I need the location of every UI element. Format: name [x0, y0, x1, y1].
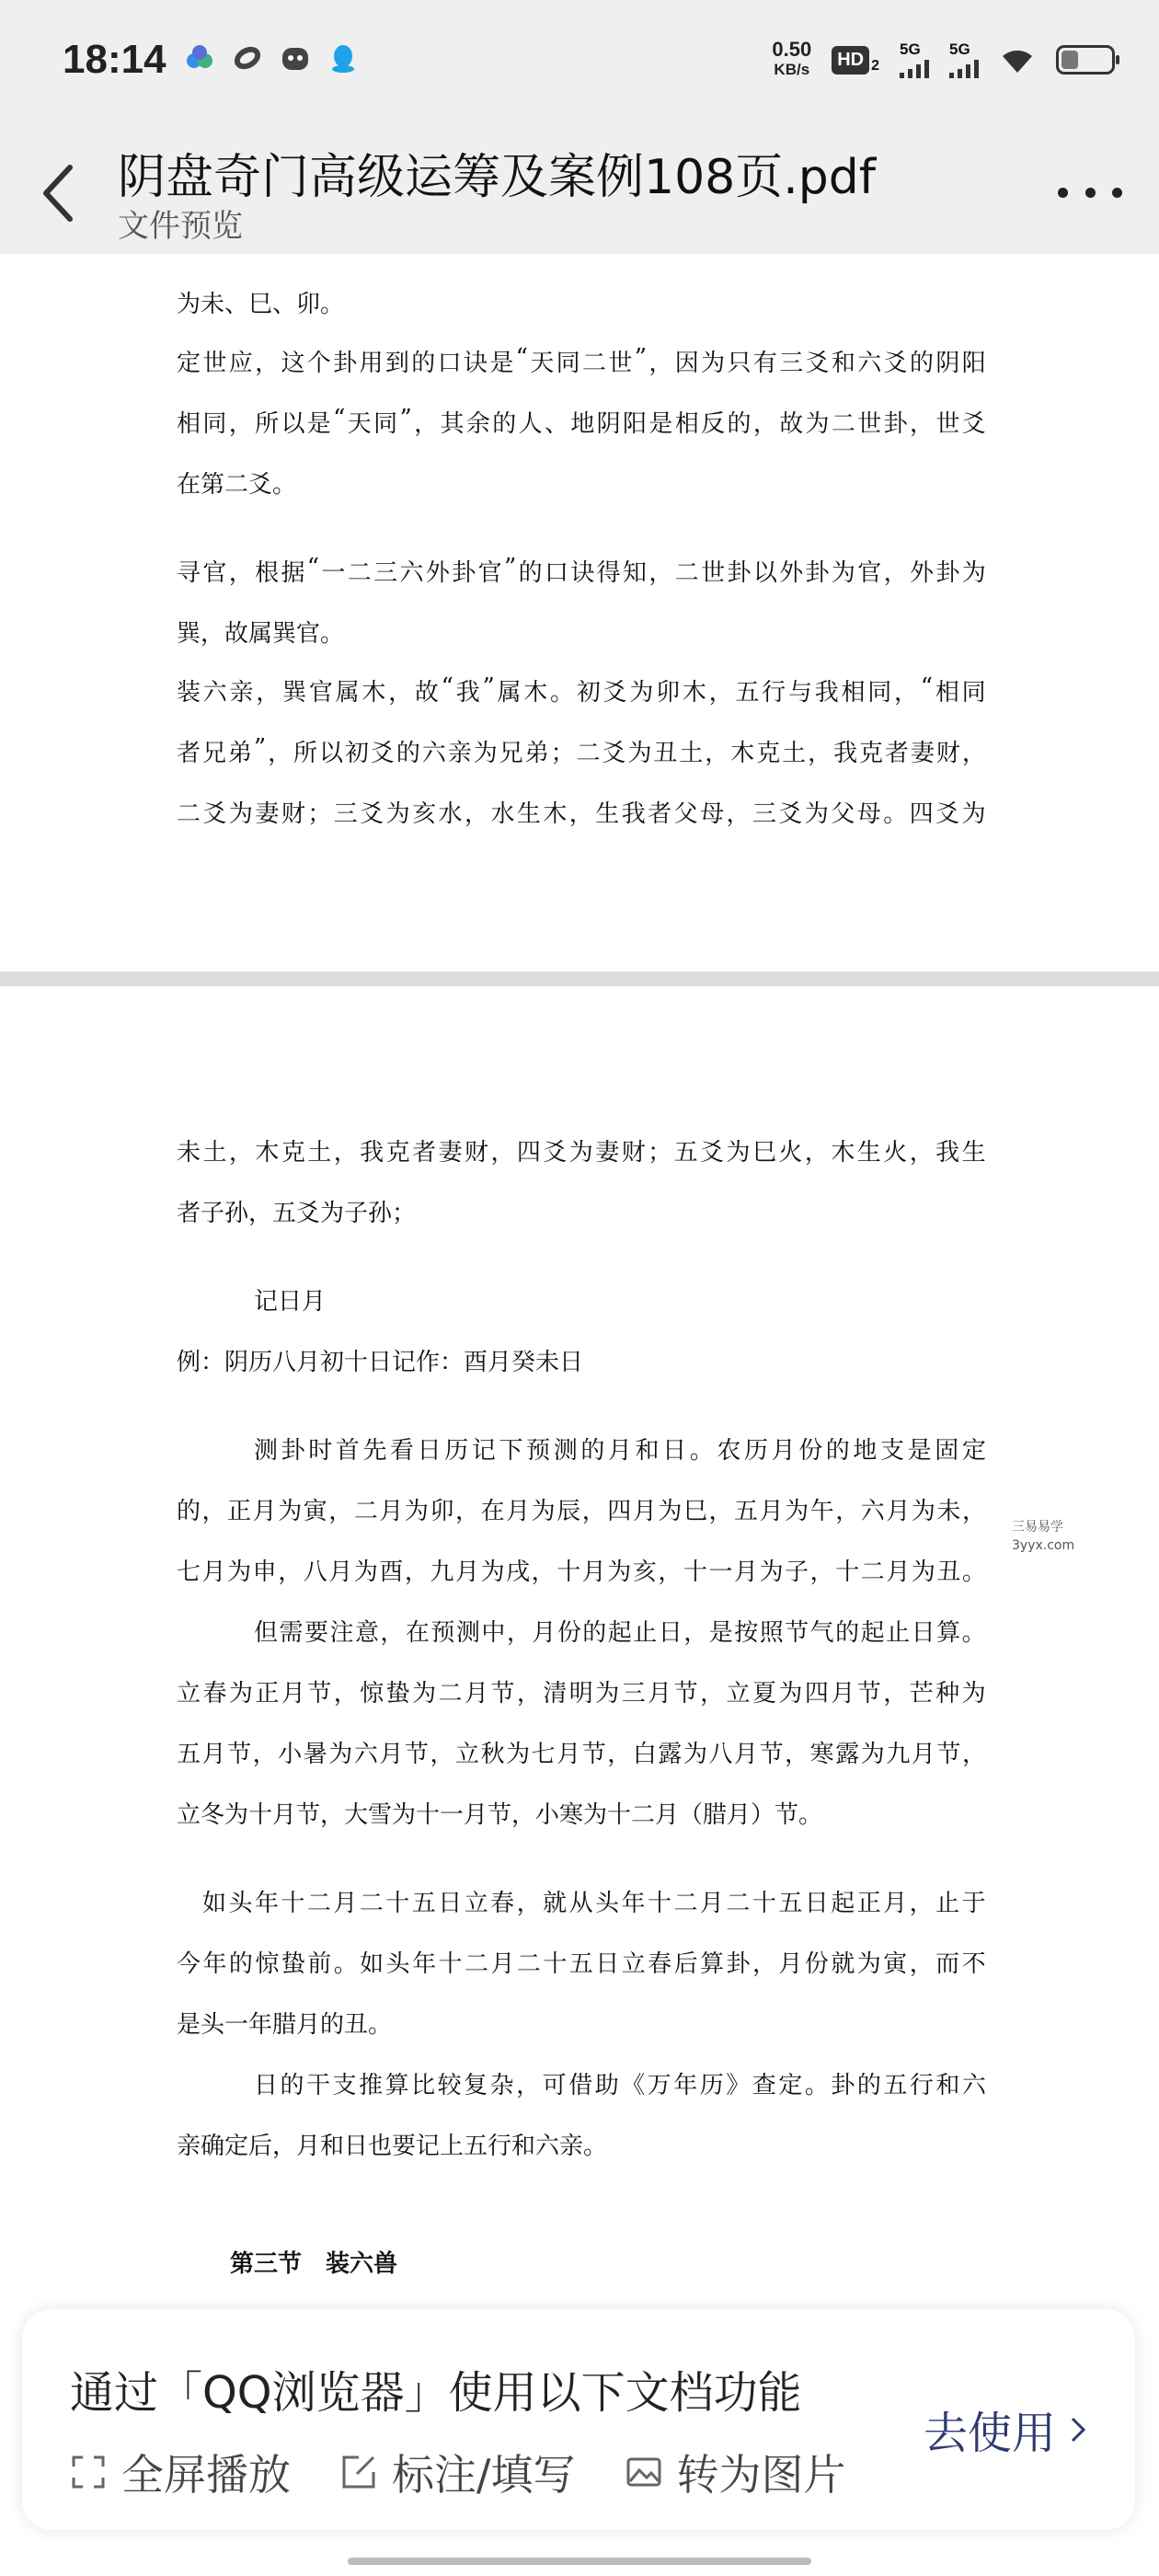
cloud-app-icon: [184, 42, 215, 74]
robot-app-icon: [280, 42, 311, 74]
doc-line: 者子孙，五爻为子孙；: [177, 1200, 417, 1227]
doc-line: 者 兄 弟 ” ， 所 以 初 爻 的 六 亲 为 兄 弟 ； 二 爻 为 丑 土 ， 木 克 土 ， 我 克 者 妻 财 ，: [177, 734, 986, 767]
page-title: 阴盘奇门高级运筹及案例108页.pdf: [118, 150, 877, 205]
doc-line: 今 年 的 惊 蛰 前 。 如 头 年 十 二 月 二 十 五 日 立 春 后 算 卦 ， 月 份 就 为 寅 ， 而 不: [177, 1950, 986, 1978]
battery-icon: [1056, 45, 1115, 75]
doc-line: 日 的 干 支 推 算 比 较 复 杂 ， 可 借 助 《 万 年 历 》 查 定 。 卦 的 五 行 和 六: [254, 2072, 986, 2099]
annotate-fill-button[interactable]: [340, 2442, 576, 2502]
doc-line: 在第二爻。: [177, 471, 297, 499]
doc-line: 例：阴历八月初十日记作：酉月癸未日: [177, 1349, 584, 1376]
sim2-signal-icon: [949, 41, 979, 78]
network-speed-value: 0.50: [772, 38, 812, 61]
doc-heading: 记日月: [254, 1288, 327, 1316]
hd-badge-label: HD: [832, 46, 869, 75]
page-subtitle: 文件预览: [118, 208, 243, 245]
fullscreen-icon: [70, 2454, 107, 2490]
more-dots-icon[interactable]: [1058, 169, 1122, 215]
doc-line: 巽，故属巽官。: [177, 620, 345, 648]
qq-browser-promo-card: [22, 2309, 1135, 2530]
edit-icon: [340, 2454, 377, 2490]
qq-penguin-icon: [327, 42, 359, 74]
watermark-url: 3yyx.com: [1012, 1538, 1075, 1553]
status-time: 18:14: [63, 37, 166, 82]
link-app-icon: [232, 42, 263, 74]
go-use-button[interactable]: [924, 2398, 1089, 2461]
doc-line: 的 ， 正 月 为 寅 ， 二 月 为 卯 ， 在 月 为 辰 ， 四 月 为 巳 ， 五 月 为 午 ， 六 月 为 未 ，: [177, 1498, 986, 1525]
promo-title: 通过「QQ浏览器」使用以下文档功能: [70, 2367, 802, 2419]
doc-line: 为未、巳、卯。: [177, 291, 345, 318]
document-viewer[interactable]: [0, 254, 1159, 2576]
doc-line: 测 卦 时 首 先 看 日 历 记 下 预 测 的 月 和 日 。 农 历 月 份 的 地 支 是 固 定: [254, 1437, 986, 1465]
doc-section-heading: 第三节 装六兽: [230, 2250, 398, 2278]
doc-line: 亲确定后，月和日也要记上五行和六亲。: [177, 2133, 608, 2160]
wifi-icon: [999, 45, 1036, 75]
fullscreen-play-button[interactable]: [70, 2442, 291, 2502]
go-use-label: 去使用: [923, 2408, 1056, 2459]
sim1-signal-icon: [900, 41, 929, 78]
app-header: [0, 129, 1159, 254]
watermark: [1012, 1518, 1074, 1555]
hd-badge: [832, 46, 879, 75]
doc-line: 立 春 为 正 月 节 ， 惊 蛰 为 二 月 节 ， 清 明 为 三 月 节 ， 立 夏 为 四 月 节 ， 芒 种 为: [177, 1680, 986, 1708]
doc-line: 装 六 亲 ， 巽 官 属 木 ， 故 “ 我 ” 属 木 。 初 爻 为 卯 木 ， 五 行 与 我 相 同 ， “ 相 同: [177, 673, 986, 707]
promo-actions: [70, 2442, 846, 2502]
doc-line: 但 需 要 注 意 ， 在 预 测 中 ， 月 份 的 起 止 日 ， 是 按 照 节 气 的 起 止 日 算 。: [254, 1619, 986, 1647]
home-indicator[interactable]: [348, 2558, 811, 2565]
sim2-network-type: 5G: [949, 40, 970, 58]
doc-line: 定 世 应 ， 这 个 卦 用 到 的 口 诀 是 “ 天 同 二 世 ” ， 因 为 只 有 三 爻 和 六 爻 的 阴 阳: [177, 344, 986, 377]
network-speed-unit: KB/s: [774, 61, 810, 78]
document-page-1: [0, 254, 1159, 972]
status-bar: [0, 0, 1159, 129]
convert-to-image-button[interactable]: [625, 2442, 846, 2502]
fullscreen-play-label: 全屏播放: [121, 2450, 291, 2500]
convert-to-image-label: 转为图片: [676, 2450, 846, 2500]
chevron-right-icon: [1067, 2413, 1089, 2446]
doc-line: 如 头 年 十 二 月 二 十 五 日 立 春 ， 就 从 头 年 十 二 月 二 十 五 日 起 正 月 ， 止 于: [202, 1890, 986, 1917]
annotate-fill-label: 标注/填写: [392, 2450, 576, 2500]
doc-line: 七 月 为 申 ， 八 月 为 酉 ， 九 月 为 戌 ， 十 月 为 亥 ， 十 一 月 为 子 ， 十 二 月 为 丑 。: [177, 1558, 986, 1586]
sim1-network-type: 5G: [900, 40, 921, 58]
network-speed: [772, 40, 811, 80]
doc-line: 立冬为十月节，大雪为十一月节，小寒为十二月（腊月）节。: [177, 1801, 823, 1829]
doc-line: 五 月 节 ， 小 暑 为 六 月 节 ， 立 秋 为 七 月 节 ， 白 露 为 八 月 节 ， 寒 露 为 九 月 节 ，: [177, 1741, 986, 1768]
status-indicators: [772, 37, 1115, 83]
status-app-icons: [184, 42, 359, 74]
doc-line: 是头一年腊月的丑。: [177, 2011, 393, 2039]
doc-line: 寻 官 ， 根 据 “ 一 二 三 六 外 卦 官 ” 的 口 诀 得 知 ， 二 世 卦 以 外 卦 为 官 ， 外 卦 为: [177, 554, 986, 587]
chevron-left-icon[interactable]: [33, 156, 88, 230]
hd-badge-sub: 2: [871, 57, 879, 74]
watermark-name: 三易易学: [1012, 1520, 1063, 1535]
doc-line: 二 爻 为 妻 财 ； 三 爻 为 亥 水 ， 水 生 木 ， 生 我 者 父 母 ， 三 爻 为 父 母 。 四 爻 为: [177, 800, 986, 828]
image-icon: [625, 2454, 662, 2490]
doc-line: 相 同 ， 所 以 是 “ 天 同 ” ， 其 余 的 人 、 地 阴 阳 是 相 反 的 ， 故 为 二 世 卦 ， 世 爻: [177, 405, 986, 438]
doc-line: 未 土 ， 木 克 土 ， 我 克 者 妻 财 ， 四 爻 为 妻 财 ； 五 爻 为 巳 火 ， 木 生 火 ， 我 生: [177, 1139, 986, 1167]
